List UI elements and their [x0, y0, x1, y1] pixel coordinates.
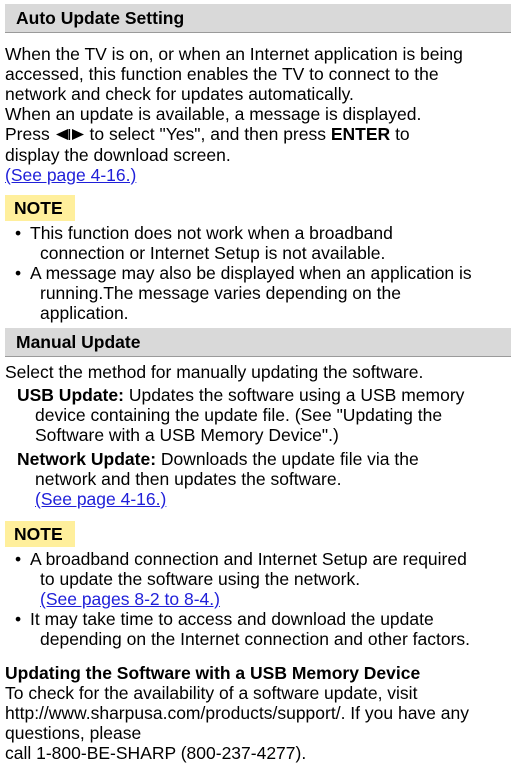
manual-page [5, 4, 511, 763]
network-update-definition: Network Update: Downloads the update file via the network and then updates the software. (See page 4-16.) [17, 449, 419, 509]
see-page-link-1[interactable]: (See page 4-16.) [5, 165, 137, 185]
usb-update-definition: USB Update: Updates the software using a USB memory device containing the update file. (See "Updating the Software with a USB Memory Device".) [17, 385, 465, 445]
manual-update-intro: Select the method for manually updating the software. [5, 362, 424, 382]
auto-update-heading: Auto Update Setting [5, 4, 511, 33]
list-item: • A message may also be displayed when an application is running.The message varies depending on the application. [15, 263, 472, 323]
list-item: • It may take time to access and download the update depending on the Internet connection and other factors. [15, 609, 471, 649]
note-list-2 [5, 549, 511, 649]
enter-key-label: ENTER [330, 124, 391, 144]
auto-update-press-line [5, 124, 511, 145]
network-update-term: Network Update: [17, 449, 157, 469]
list-item: • This function does not work when a broadband connection or Internet Setup is not available. [15, 223, 393, 263]
auto-update-line-3: network and check for updates automatically. [5, 84, 354, 104]
to-text: to [395, 124, 410, 144]
usb-section-line-3: questions, please [5, 723, 142, 743]
list-item: • A broadband connection and Internet Setup are required to update the software using the network. (See pages 8-2 to 8-4.) [15, 549, 467, 609]
bullet-icon: • [15, 223, 22, 243]
select-yes-text: to select "Yes", and then press [89, 124, 326, 144]
note-list-1 [5, 223, 511, 323]
bullet-icon: • [15, 263, 22, 283]
note-badge-1: NOTE [5, 195, 75, 221]
usb-section-heading: Updating the Software with a USB Memory Device [5, 663, 421, 683]
bullet-icon: • [15, 609, 22, 629]
see-page-link-2[interactable]: (See page 4-16.) [35, 489, 167, 509]
usb-section-line-1: To check for the availability of a software update, visit [5, 683, 418, 703]
auto-update-line-1: When the TV is on, or when an Internet application is being [5, 44, 463, 64]
left-right-arrow-icon [55, 125, 85, 145]
auto-update-last-line: display the download screen. [5, 145, 231, 165]
press-text: Press [5, 124, 50, 144]
auto-update-line-2: accessed, this function enables the TV to connect to the [5, 64, 439, 84]
usb-section-line-2: http://www.sharpusa.com/products/support/. If you have any [5, 703, 469, 723]
auto-update-line-4: When an update is available, a message is displayed. [5, 104, 422, 124]
usb-update-term: USB Update: [17, 385, 124, 405]
note-badge-2: NOTE [5, 521, 75, 547]
usb-section-line-4: call 1-800-BE-SHARP (800-237-4277). [5, 743, 307, 763]
manual-update-heading: Manual Update [5, 328, 511, 357]
see-pages-link[interactable]: (See pages 8-2 to 8-4.) [40, 589, 220, 609]
bullet-icon: • [15, 549, 22, 569]
